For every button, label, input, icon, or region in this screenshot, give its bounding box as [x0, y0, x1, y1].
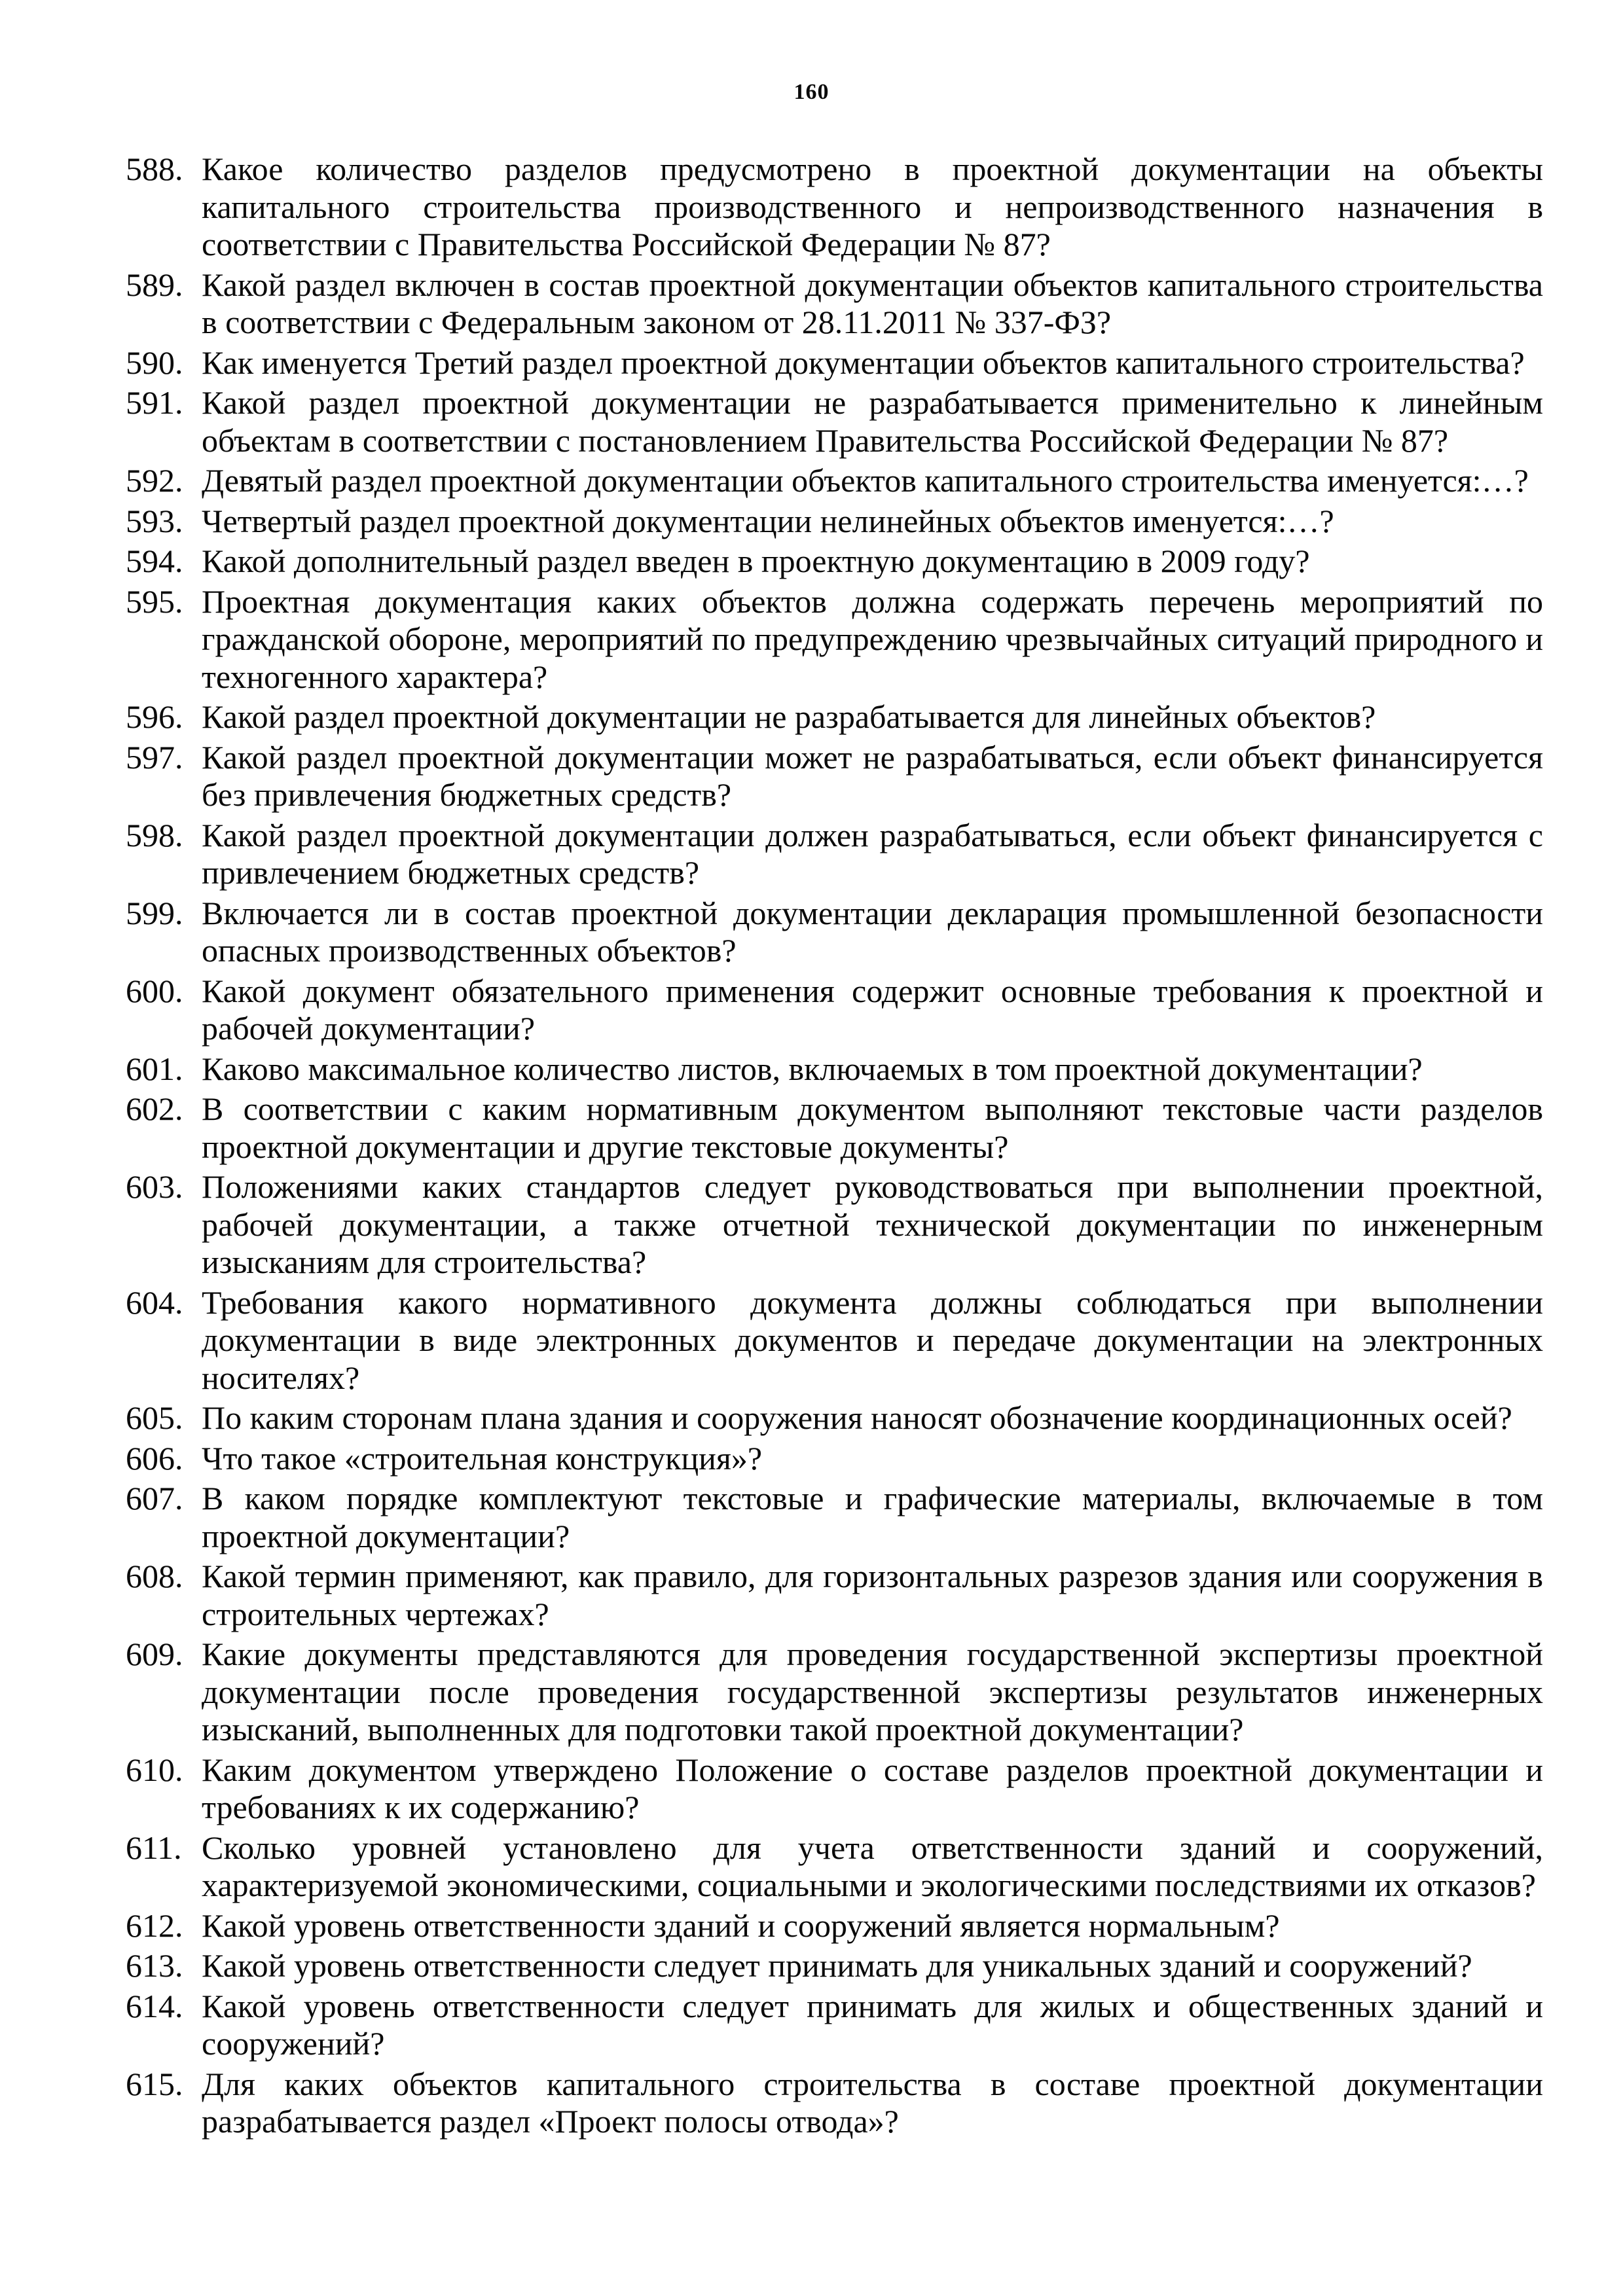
question-item	[126, 1636, 1543, 1749]
question-text: Какой раздел проектной документации не разрабатывается применительно к линейным объектам в соответствии с постановлением Правительства Российской Федерации № 87?	[202, 384, 1543, 459]
question-number: 600.	[126, 972, 183, 1009]
question-number: 591.	[126, 384, 183, 421]
question-item	[126, 1090, 1543, 1166]
question-text: Какой дополнительный раздел введен в проектную документацию в 2009 году?	[202, 543, 1310, 579]
question-item	[126, 503, 1543, 541]
question-number: 588.	[126, 151, 183, 187]
question-text: В каком порядке комплектуют текстовые и графические материалы, включаемые в том проектной документации?	[202, 1480, 1543, 1554]
question-text: Для каких объектов капитального строительства в составе проектной документации разрабатывается раздел «Проект полосы отвода»?	[202, 2065, 1543, 2140]
question-text: Какое количество разделов предусмотрено в проектной документации на объекты капитального строительства производственного и непроизводственного назначения в соответствии с Правительства Российской Федерации № 87?	[202, 151, 1543, 262]
question-text: Какой раздел проектной документации должен разрабатываться, если объект финансируется с привлечением бюджетных средств?	[202, 816, 1543, 891]
question-item	[126, 462, 1543, 500]
question-item	[126, 151, 1543, 264]
question-item	[126, 739, 1543, 814]
question-text: Какие документы представляются для проведения государственной экспертизы проектной документации после проведения государственной экспертизы результатов инженерных изысканий, выполненных для подготовки такой проектной документации?	[202, 1636, 1543, 1748]
question-item	[126, 1480, 1543, 1555]
question-text: Какой термин применяют, как правило, для горизонтальных разрезов здания или сооружения в строительных чертежах?	[202, 1558, 1543, 1632]
question-text: Четвертый раздел проектной документации нелинейных объектов именуется:…?	[202, 502, 1334, 539]
question-number: 607.	[126, 1480, 183, 1516]
question-text: Требования какого нормативного документа должны соблюдаться при выполнении документации в виде электронных документов и передаче документации на электронных носителях?	[202, 1283, 1543, 1396]
question-number: 605.	[126, 1399, 183, 1436]
question-number: 601.	[126, 1050, 183, 1087]
question-item	[126, 1947, 1543, 1985]
question-number: 603.	[126, 1168, 183, 1205]
question-item	[126, 698, 1543, 736]
question-item	[126, 1050, 1543, 1088]
question-number: 604.	[126, 1283, 183, 1321]
question-text: Какой уровень ответственности следует принимать для жилых и общественных зданий и сооружений?	[202, 1987, 1543, 2062]
question-number: 611.	[126, 1829, 182, 1866]
question-number: 602.	[126, 1090, 183, 1127]
question-item	[126, 1168, 1543, 1282]
question-number: 610.	[126, 1751, 183, 1788]
question-number: 614.	[126, 1987, 183, 2024]
question-number: 612.	[126, 1907, 183, 1944]
question-text: Какой уровень ответственности зданий и сооружений является нормальным?	[202, 1907, 1280, 1944]
question-number: 597.	[126, 738, 183, 776]
question-number: 593.	[126, 502, 183, 539]
question-item	[126, 1907, 1543, 1945]
question-text: Что такое «строительная конструкция»?	[202, 1439, 763, 1477]
question-number: 596.	[126, 698, 183, 735]
question-number: 589.	[126, 266, 183, 303]
question-text: Положениями каких стандартов следует руководствоваться при выполнении проектной, рабочей документации, а также отчетной технической документации по инженерным изысканиям для строительства?	[202, 1168, 1543, 1280]
question-number: 615.	[126, 2065, 183, 2102]
question-item	[126, 266, 1543, 342]
question-item	[126, 583, 1543, 696]
question-number: 608.	[126, 1558, 183, 1594]
question-number: 606.	[126, 1439, 183, 1477]
question-text: Каким документом утверждено Положение о составе разделов проектной документации и требованиях к их содержанию?	[202, 1751, 1543, 1825]
question-item	[126, 1751, 1543, 1827]
page-number: 160	[793, 80, 830, 104]
question-text: Включается ли в состав проектной документации декларация промышленной безопасности опасных производственных объектов?	[202, 894, 1543, 969]
question-item	[126, 344, 1543, 382]
question-number: 599.	[126, 894, 183, 931]
question-item	[126, 384, 1543, 459]
question-item	[126, 1988, 1543, 2063]
question-text: Какой раздел включен в состав проектной документации объектов капитального строительства в соответствии с Федеральным законом от 28.11.2011 № 337-ФЗ?	[202, 266, 1543, 340]
question-number: 594.	[126, 543, 183, 579]
question-text: Как именуется Третий раздел проектной документации объектов капитального строительства?	[202, 344, 1525, 381]
question-item	[126, 817, 1543, 892]
question-item	[126, 1399, 1543, 1437]
question-item	[126, 1829, 1543, 1905]
question-item	[126, 1558, 1543, 1633]
question-number: 613.	[126, 1947, 183, 1984]
question-item	[126, 895, 1543, 970]
question-text: В соответствии с каким нормативным документом выполняют текстовые части разделов проектной документации и другие текстовые документы?	[202, 1090, 1543, 1165]
question-text: Какой раздел проектной документации не разрабатывается для линейных объектов?	[202, 698, 1376, 735]
question-text: Какой уровень ответственности следует принимать для уникальных зданий и сооружений?	[202, 1947, 1472, 1984]
question-number: 609.	[126, 1636, 183, 1672]
question-list	[126, 151, 1543, 2144]
question-text: Какой документ обязательного применения содержит основные требования к проектной и рабочей документации?	[202, 972, 1543, 1047]
question-number: 595.	[126, 583, 183, 620]
question-item	[126, 1440, 1543, 1478]
question-text: Какой раздел проектной документации может не разрабатываться, если объект финансируется без привлечения бюджетных средств?	[202, 738, 1543, 813]
question-text: По каким сторонам плана здания и сооружения наносят обозначение координационных осей?	[202, 1399, 1512, 1436]
question-item	[126, 543, 1543, 581]
question-text: Проектная документация каких объектов должна содержать перечень мероприятий по гражданской обороне, мероприятий по предупреждению чрезвычайных ситуаций природного и техногенного характера?	[202, 583, 1543, 695]
question-item	[126, 973, 1543, 1048]
question-item	[126, 2066, 1543, 2141]
question-text: Девятый раздел проектной документации объектов капитального строительства именуется:…?	[202, 462, 1529, 499]
question-number: 598.	[126, 816, 183, 853]
question-item	[126, 1284, 1543, 1397]
question-number: 592.	[126, 462, 183, 499]
question-text: Каково максимальное количество листов, включаемых в том проектной документации?	[202, 1050, 1423, 1087]
question-text: Сколько уровней установлено для учета ответственности зданий и сооружений, характеризуемой экономическими, социальными и экологическими последствиями их отказов?	[202, 1829, 1543, 1903]
question-number: 590.	[126, 344, 183, 381]
